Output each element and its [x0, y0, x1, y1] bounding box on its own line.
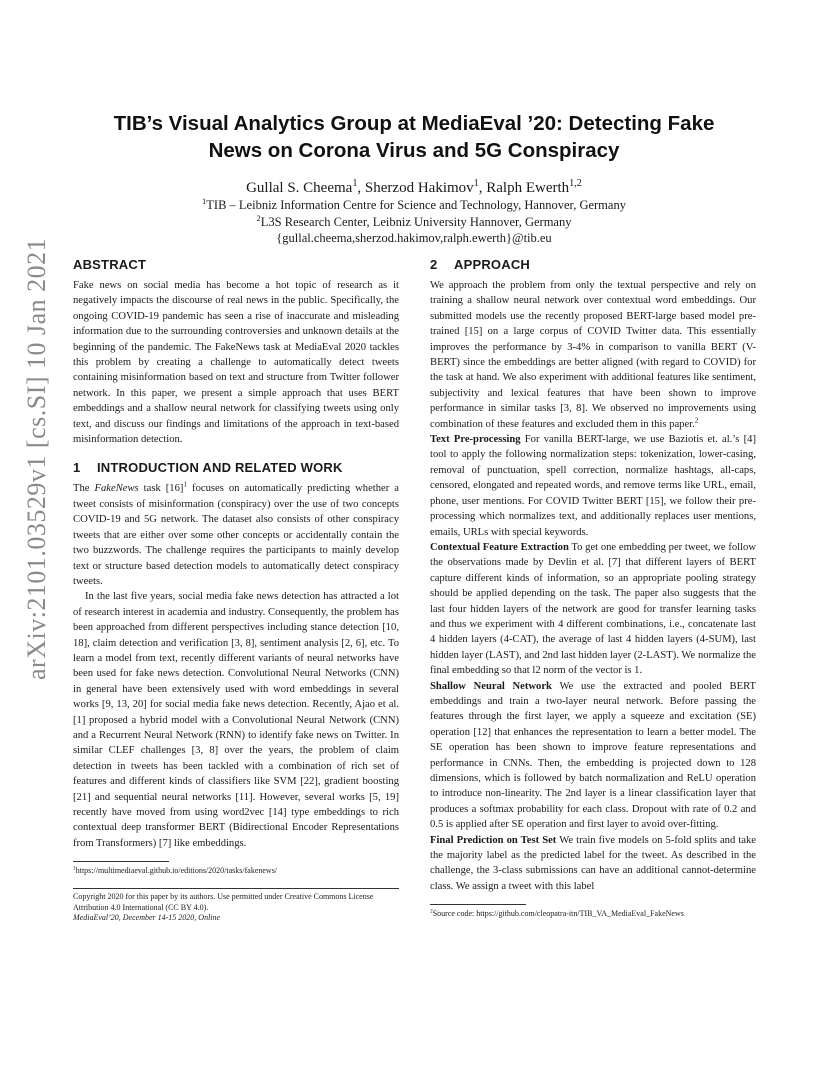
intro-paragraph-2: In the last five years, social media fake news detection has attracted a lot of research interest in academia and industry. Consequently, the problem has been approached from different perspectives including stance detection [10, 18], claim detection and verification [3, 8], sentiment analysis [2, 6], etc. To learn a model from text, recently different variants of neural networks have been used for fake news detection. Convolutional Neural Networks (CNN) in general have been extensively used with word embeddings in several works [9, 13, 20] for social media fake news detection. Recently, Ajao et al. [1] proposed a hybrid model with a Convolutional Neural Network (CNN) and a Recurrent Neural Network (RNN) to identify fake news on Twitter. In similar CLEF challenges [3, 8] over the years, the problem of claim detection in tweets has been tackled with a combination of rich set of features and different kinds of classifiers like SVM [22], gradient boosting [21] and sequential neural networks [11]. However, several works [5, 19] recently have moved from using word2vec [14] type embeddings to rich contextual deep transformer BERT (Bidirectional Encoder Representations from Transformers) [7] like embeddings. — [73, 591, 399, 849]
copyright-notice — [73, 892, 399, 924]
feature-extraction-paragraph — [430, 540, 756, 679]
footnote-text: https://multimediaeval.github.io/editions/2020/tasks/fakenews/ — [75, 866, 278, 876]
copyright-divider — [73, 888, 399, 889]
abstract-heading: ABSTRACT — [73, 257, 147, 272]
author-emails: {gullal.cheema,sherzod.hakimov,ralph.ewerth}@tib.eu — [276, 231, 552, 245]
author-affil-mark: 1,2 — [569, 178, 582, 189]
intro-paragraph-1 — [73, 481, 399, 589]
footnote-divider — [73, 861, 169, 862]
run-in-heading: Text Pre-processing — [430, 434, 521, 446]
section-1-heading — [73, 459, 399, 477]
text-run: focuses on automatically predicting whether a tweet consists of misinformation (conspiracy) over the use of two concepts COVID-19 and 5G network. The dataset also consists of other conspiracy tweets that are either over some other concepts or accidentally contain the two buzzwords. The challenge requires the participants to mainly develop text or structure based detection models to automatically detect conspiracy tweets. — [73, 483, 400, 587]
author-name: Sherzod Hakimov — [364, 180, 474, 196]
text-run: We train five models on 5-fold splits and take the majority label as the predicted label for the tweet. As described in the challenge, the 3-class submissions can have an additional cannot-determine class. We assign a tweet with this label — [430, 834, 756, 892]
affil-mark: 1 — [202, 195, 207, 206]
author-list — [60, 178, 768, 198]
author-name: Ralph Ewerth — [486, 180, 570, 196]
arxiv-identifier: arXiv:2101.03529v1 [cs.SI] 10 Jan 2021 — [22, 237, 51, 680]
footnote-mark: 2 — [694, 416, 699, 425]
text-run: task [16] — [138, 483, 184, 495]
left-column — [73, 256, 399, 924]
text-run: We use the extracted and pooled BERT embeddings and train a two-layer neural network. Before passing the features through the first layer, we apply a squeeze and excitation (SE) operation [12] that enhances the representation to learn a better model. The SE operation has been shown to improve feature representations and performance in CNNs. Then, the embedding is projected down to 128 dimensions, which is followed by batch normalization and ReLU operation to introduce non-linearity. The 2nd layer is a linear classification layer that produces a softmax probability for each class. Dropout with rate of 0.2 and 0.5 is applied after SE operation and first layer to avoid over-fitting. — [430, 680, 756, 831]
abstract-text: Fake news on social media has become a hot topic of research as it negatively impacts the discourse of real news in the public. Specifically, the ongoing COVID-19 pandemic has seen a rise of inaccurate and misleading information due to the surrounding controversies and unknown details at the beginning of the pandemic. The FakeNews task at MediaEval 2020 tackles this problem by creating a challenge to automatically detect tweets containing misinformation based on text and structure from Twitter follower network. In this paper, we present a simple approach that uses BERT embeddings and a shallow neural network for classifying tweets using only text, and discuss our findings and limitations of the approach in text-based misinformation detection. — [73, 280, 399, 446]
footnote-mark: 1 — [183, 480, 188, 489]
title-line-2: News on Corona Virus and 5G Conspiracy — [208, 139, 620, 162]
footnote-2 — [430, 908, 756, 919]
author-affil-mark: 1 — [352, 178, 358, 189]
affiliation-text: TIB – Leibniz Information Centre for Science and Technology, Hannover, Germany — [206, 198, 626, 212]
final-prediction-paragraph — [430, 833, 756, 895]
approach-paragraph-1 — [430, 278, 756, 432]
author-separator: , — [478, 180, 487, 196]
paper-title — [60, 110, 768, 164]
section-number: 2 — [430, 257, 438, 272]
footnote-1 — [73, 865, 399, 876]
affil-mark: 2 — [256, 212, 261, 223]
author-name: Gullal S. Cheema — [246, 180, 353, 196]
title-line-1: TIB’s Visual Analytics Group at MediaEval ’20: Detecting Fake — [113, 112, 715, 135]
footnote-mark: 1 — [73, 865, 76, 872]
run-in-heading: Shallow Neural Network — [430, 680, 552, 692]
affiliation-2 — [60, 214, 768, 231]
affiliations — [60, 197, 768, 247]
text-run: The — [73, 483, 95, 495]
right-column — [430, 256, 756, 919]
affiliation-1 — [60, 197, 768, 214]
copyright-text: Copyright 2020 for this paper by its authors. Use permitted under Creative Commons License Attribution 4.0 International (CC BY 4.0). — [73, 892, 374, 912]
run-in-heading: Final Prediction on Test Set — [430, 834, 557, 846]
author-separator: , — [357, 180, 365, 196]
section-number: 1 — [73, 460, 81, 476]
section-title: APPROACH — [454, 257, 530, 272]
text-preprocessing-paragraph — [430, 432, 756, 540]
section-2-heading — [430, 256, 756, 274]
author-affil-mark: 1 — [473, 178, 479, 189]
text-run: To get one embedding per tweet, we follow the observations made by Devlin et al. [7] that different layers of BERT capture different kinds of information, so an appropriate pooling strategy should be applied depending on the task. The paper also suggests that the last four hidden layers of the network are good for transfer learning tasks and thus we experiment with 4 different combinations, i.e., concatenate last 4 hidden layers (4-CAT), the average of last 4 hidden layers (4-SUM), last hidden layer (LAST), and 2nd last hidden layer (2-LAST). We normalize the final embedding so that l2 norm of the vector is 1. — [430, 541, 756, 677]
affiliation-text: L3S Research Center, Leibniz University Hannover, Germany — [260, 214, 572, 229]
text-run: We approach the problem from only the textual perspective and rely on training a shallow neural network over contextual word embeddings. Our submitted models use the recently proposed BERT-large based model pre-trained [15] on a large corpus of COVID Twitter data. This essentially improves the performance by 3-4% in comparison to vanilla BERT (V-BERT) since the embeddings are better aligned (with regard to COVID) for the task at hand. We also experiment with additional features like sentiment, subjectivity and lexical features that have been shown to improve performance in similar tasks [3, 8]. We observed no improvements using combination of these features and excluded them in this paper. — [430, 280, 756, 430]
footnote-text: Source code: https://github.com/cleopatra-itn/TIB_VA_MediaEval_FakeNews — [432, 909, 684, 919]
footnote-mark: 2 — [430, 908, 433, 915]
shallow-network-paragraph — [430, 679, 756, 833]
run-in-heading: Contextual Feature Extraction — [430, 541, 569, 553]
footnote-divider — [430, 904, 526, 905]
text-run: FakeNews — [94, 483, 139, 495]
venue-text: MediaEval’20, December 14-15 2020, Online — [73, 913, 221, 923]
text-run: For vanilla BERT-large, we use Baziotis et. al.’s [4] tool to apply the following normalization steps: tokenization, lower-casing, removal of punctuation, spell correction, normalize hashtags, all-caps, censored, elongated and repeated words, and remove terms like URL, email, phone, user mentions. For COVID Twitter BERT [15], we follow their pre-processing which normalizes text, and additionally replaces user mentions, emails, URLs with special keywords. — [430, 434, 756, 538]
section-title: INTRODUCTION AND RELATED WORK — [97, 460, 343, 476]
